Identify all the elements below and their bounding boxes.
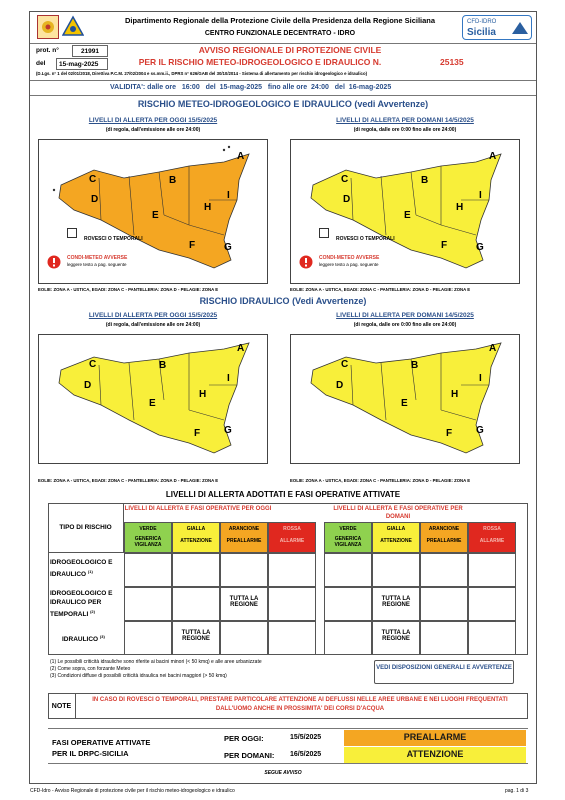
condimeteo-sub: leggere testo a pag. seguente xyxy=(319,262,379,267)
row-idrogeologico: IDROGEOLOGICO E IDRAULICO $^{(1)}$ xyxy=(50,559,113,579)
segue-avviso: SEGUE AVVISO xyxy=(264,770,302,776)
avviso-title: AVVISO REGIONALE DI PROTEZIONE CIVILE xyxy=(198,45,382,55)
eolie-row-2: EOLIE: ZONA A - USTICA, EGADI: ZONA C - PANTELLERIA: ZONA D - PELAGIE: ZONA E EOLIE: ZONA A - USTICA, EGADI: ZONA C - PANTELLERIA: ZONA D - PELAGIE: ZONA E xyxy=(38,478,471,483)
prot-value: 21991 xyxy=(72,45,108,57)
fasi-domani-phase: ATTENZIONE xyxy=(344,747,526,763)
map-frame: C B A D I E H F G ROVESCI O TEMPORALI CONDI-METEO AVVERSE leggere testo a pag. seguente xyxy=(290,139,520,284)
map-meteo-domani: LIVELLI DI ALLERTA PER DOMANI 14/5/2025 (di regola, dalle ore 0:00 fino alle ore 24:00) C B A D I E H F G ROVESCI O TEMPORALI CONDI-METEO AVVERSE leggere testo a pag. seguente xyxy=(290,115,520,295)
domani-header: LIVELLI DI ALLERTA E FASI OPERATIVE PER DOMANI xyxy=(333,506,463,520)
section1-title: RISCHIO METEO-IDROGEOLOGICO E IDRAULICO (vedi Avvertenze) xyxy=(137,99,429,109)
cfd-idro-logo: CFD-IDRO Sicilia xyxy=(462,15,532,40)
gialla-cell-oggi: GIALLA ATTENZIONE xyxy=(172,522,220,553)
avviso-subtitle: PER IL RISCHIO METEO-IDROGEOLOGICO E IDRAULICO N. xyxy=(138,57,382,67)
oggi-grid xyxy=(124,553,316,655)
map-idraulico-oggi: LIVELLI DI ALLERTA PER OGGI 15/5/2025 (di regola, dall'emissione alle ore 24:00) C B A D I E H F G xyxy=(38,310,268,475)
footer-page: pag. 1 di 3 xyxy=(505,788,529,794)
map-meteo-oggi: LIVELLI DI ALLERTA PER OGGI 15/5/2025 (di regola, dall'emissione alle ore 24:00) C B A D I E H F G ROVESCI O TEMPORALI CONDI-METEO AVVERSE leggere testo a pag. seguente xyxy=(38,115,268,295)
rovesci-label: ROVESCI O TEMPORALI xyxy=(84,236,143,242)
fasi-label-2: PER IL DRPC-SICILIA xyxy=(52,749,129,758)
domani-temporali-attenzione: TUTTA LA REGIONE xyxy=(372,587,420,621)
map-frame: C B A D I E H F G xyxy=(290,334,520,464)
prot-label: prot. n° xyxy=(36,47,59,54)
fasi-oggi-label: PER OGGI: xyxy=(224,734,264,743)
thunderstorm-icon xyxy=(319,228,329,238)
footer-left: CFD-Idro - Avviso Regionale di protezione civile per il rischio meteo-idrogeologico e idraulico xyxy=(30,788,235,794)
fasi-oggi-phase: PREALLARME xyxy=(344,730,526,746)
domani-idraulico-attenzione: TUTTA LA REGIONE xyxy=(372,621,420,655)
section2-title: RISCHIO IDRAULICO (Vedi Avvertenze) xyxy=(199,296,367,306)
vedi-disposizioni-button[interactable]: VEDI DISPOSIZIONI GENERALI E AVVERTENZE xyxy=(374,660,514,684)
centro-funzionale-title: CENTRO FUNZIONALE DECENTRATO - IDRO xyxy=(204,30,356,37)
map-idraulico-domani: LIVELLI DI ALLERTA PER DOMANI 14/5/2025 (di regola, dalle ore 0:00 fino alle ore 24:00) C B A D I E H F G xyxy=(290,310,520,475)
civil-protection-logo xyxy=(62,15,84,39)
condimeteo-sub: leggere testo a pag. seguente xyxy=(67,262,127,267)
department-title: Dipartimento Regionale della Protezione Civile della Presidenza della Regione Siciliana xyxy=(124,16,436,25)
legal-reference: (D.Lgs. n° 1 del 02/01/2018, Direttiva P.C.M. 27/02/2004 e ss.mm.ii., DPRS n° 626/GAB del 30/10/2014 - Sistema di allertamento per rischio idrogeologico e idraulico) xyxy=(36,71,368,76)
fasi-domani-label: PER DOMANI: xyxy=(224,751,275,760)
thunderstorm-icon xyxy=(67,228,77,238)
del-label: del xyxy=(36,60,46,67)
note-text: IN CASO DI ROVESCI O TEMPORALI, PRESTARE PARTICOLARE ATTENZIONE AI DEFLUSSI NELLE AREE URBANE E NEI LUOGHI FREQUENTATI DALL'UOMO ANCHE IN PROSSIMITA' DEI CORSI D'ACQUA xyxy=(92,697,508,712)
condimeteo-label: CONDI-METEO AVVERSE xyxy=(67,255,128,261)
oggi-idraulico-attenzione: TUTTA LA REGIONE xyxy=(172,621,220,655)
fasi-label-1: FASI OPERATIVE ATTIVATE xyxy=(52,738,151,747)
avviso-number: 25135 xyxy=(440,57,464,67)
gialla-cell-domani: GIALLA ATTENZIONE xyxy=(372,522,420,553)
eolie-row: EOLIE: ZONA A - USTICA, EGADI: ZONA C - PANTELLERIA: ZONA D - PELAGIE: ZONA E EOLIE: ZONA A - USTICA, EGADI: ZONA C - PANTELLERIA: ZONA D - PELAGIE: ZONA E xyxy=(38,287,471,292)
map-frame: C B A D I E H F G xyxy=(38,334,268,464)
verde-cell-oggi: VERDE GENERICA VIGILANZA xyxy=(124,522,172,553)
sicily-logo-icon xyxy=(511,20,529,36)
warning-icon xyxy=(299,255,313,269)
tipo-rischio-header: TIPO DI RISCHIO xyxy=(48,503,124,553)
fasi-domani-date: 16/5/2025 xyxy=(290,751,322,758)
arancione-cell-domani: ARANCIONE PREALLARME xyxy=(420,522,468,553)
condimeteo-label: CONDI-METEO AVVERSE xyxy=(319,255,380,261)
map-frame: C B A D I E H F G ROVESCI O TEMPORALI CONDI-METEO AVVERSE leggere testo a pag. seguente xyxy=(38,139,268,284)
rossa-cell-domani: ROSSA ALLARME xyxy=(468,522,516,553)
arancione-cell-oggi: ARANCIONE PREALLARME xyxy=(220,522,268,553)
oggi-temporali-preallarme: TUTTA LA REGIONE xyxy=(220,587,268,621)
footnotes: (1) Le possibili criticità idrauliche sono riferite ai bacini minori (< 50 kmq) e alle aree urbanizzate (2) Come sopra, con forzante Meteo (3) Condizioni diffuse di possibili criticità idraulica nei bacini maggiori (> 50 kmq) xyxy=(50,659,262,679)
note-label: NOTE xyxy=(48,693,76,719)
warning-icon xyxy=(47,255,61,269)
row-temporali: IDROGEOLOGICO E IDRAULICO PER TEMPORALI $^{(2)}$ xyxy=(50,590,113,619)
rovesci-label: ROVESCI O TEMPORALI xyxy=(336,236,395,242)
del-value: 15-mag-2025 xyxy=(56,58,108,70)
oggi-header: LIVELLI DI ALLERTA E FASI OPERATIVE PER OGGI xyxy=(124,506,272,512)
region-crest-logo xyxy=(37,15,59,39)
rossa-cell-oggi: ROSSA ALLARME xyxy=(268,522,316,553)
validity-text: VALIDITA': dalle ore 16:00 del 15-mag-2025 fino alle ore 24:00 del 16-mag-2025 xyxy=(110,84,392,91)
verde-cell-domani: VERDE GENERICA VIGILANZA xyxy=(324,522,372,553)
domani-grid xyxy=(324,553,516,655)
fasi-oggi-date: 15/5/2025 xyxy=(290,734,322,741)
table-title: LIVELLI DI ALLERTA ADOTTATI E FASI OPERATIVE ATTIVATE xyxy=(165,490,401,499)
row-idraulico: IDRAULICO $^{(3)}$ xyxy=(62,634,105,644)
